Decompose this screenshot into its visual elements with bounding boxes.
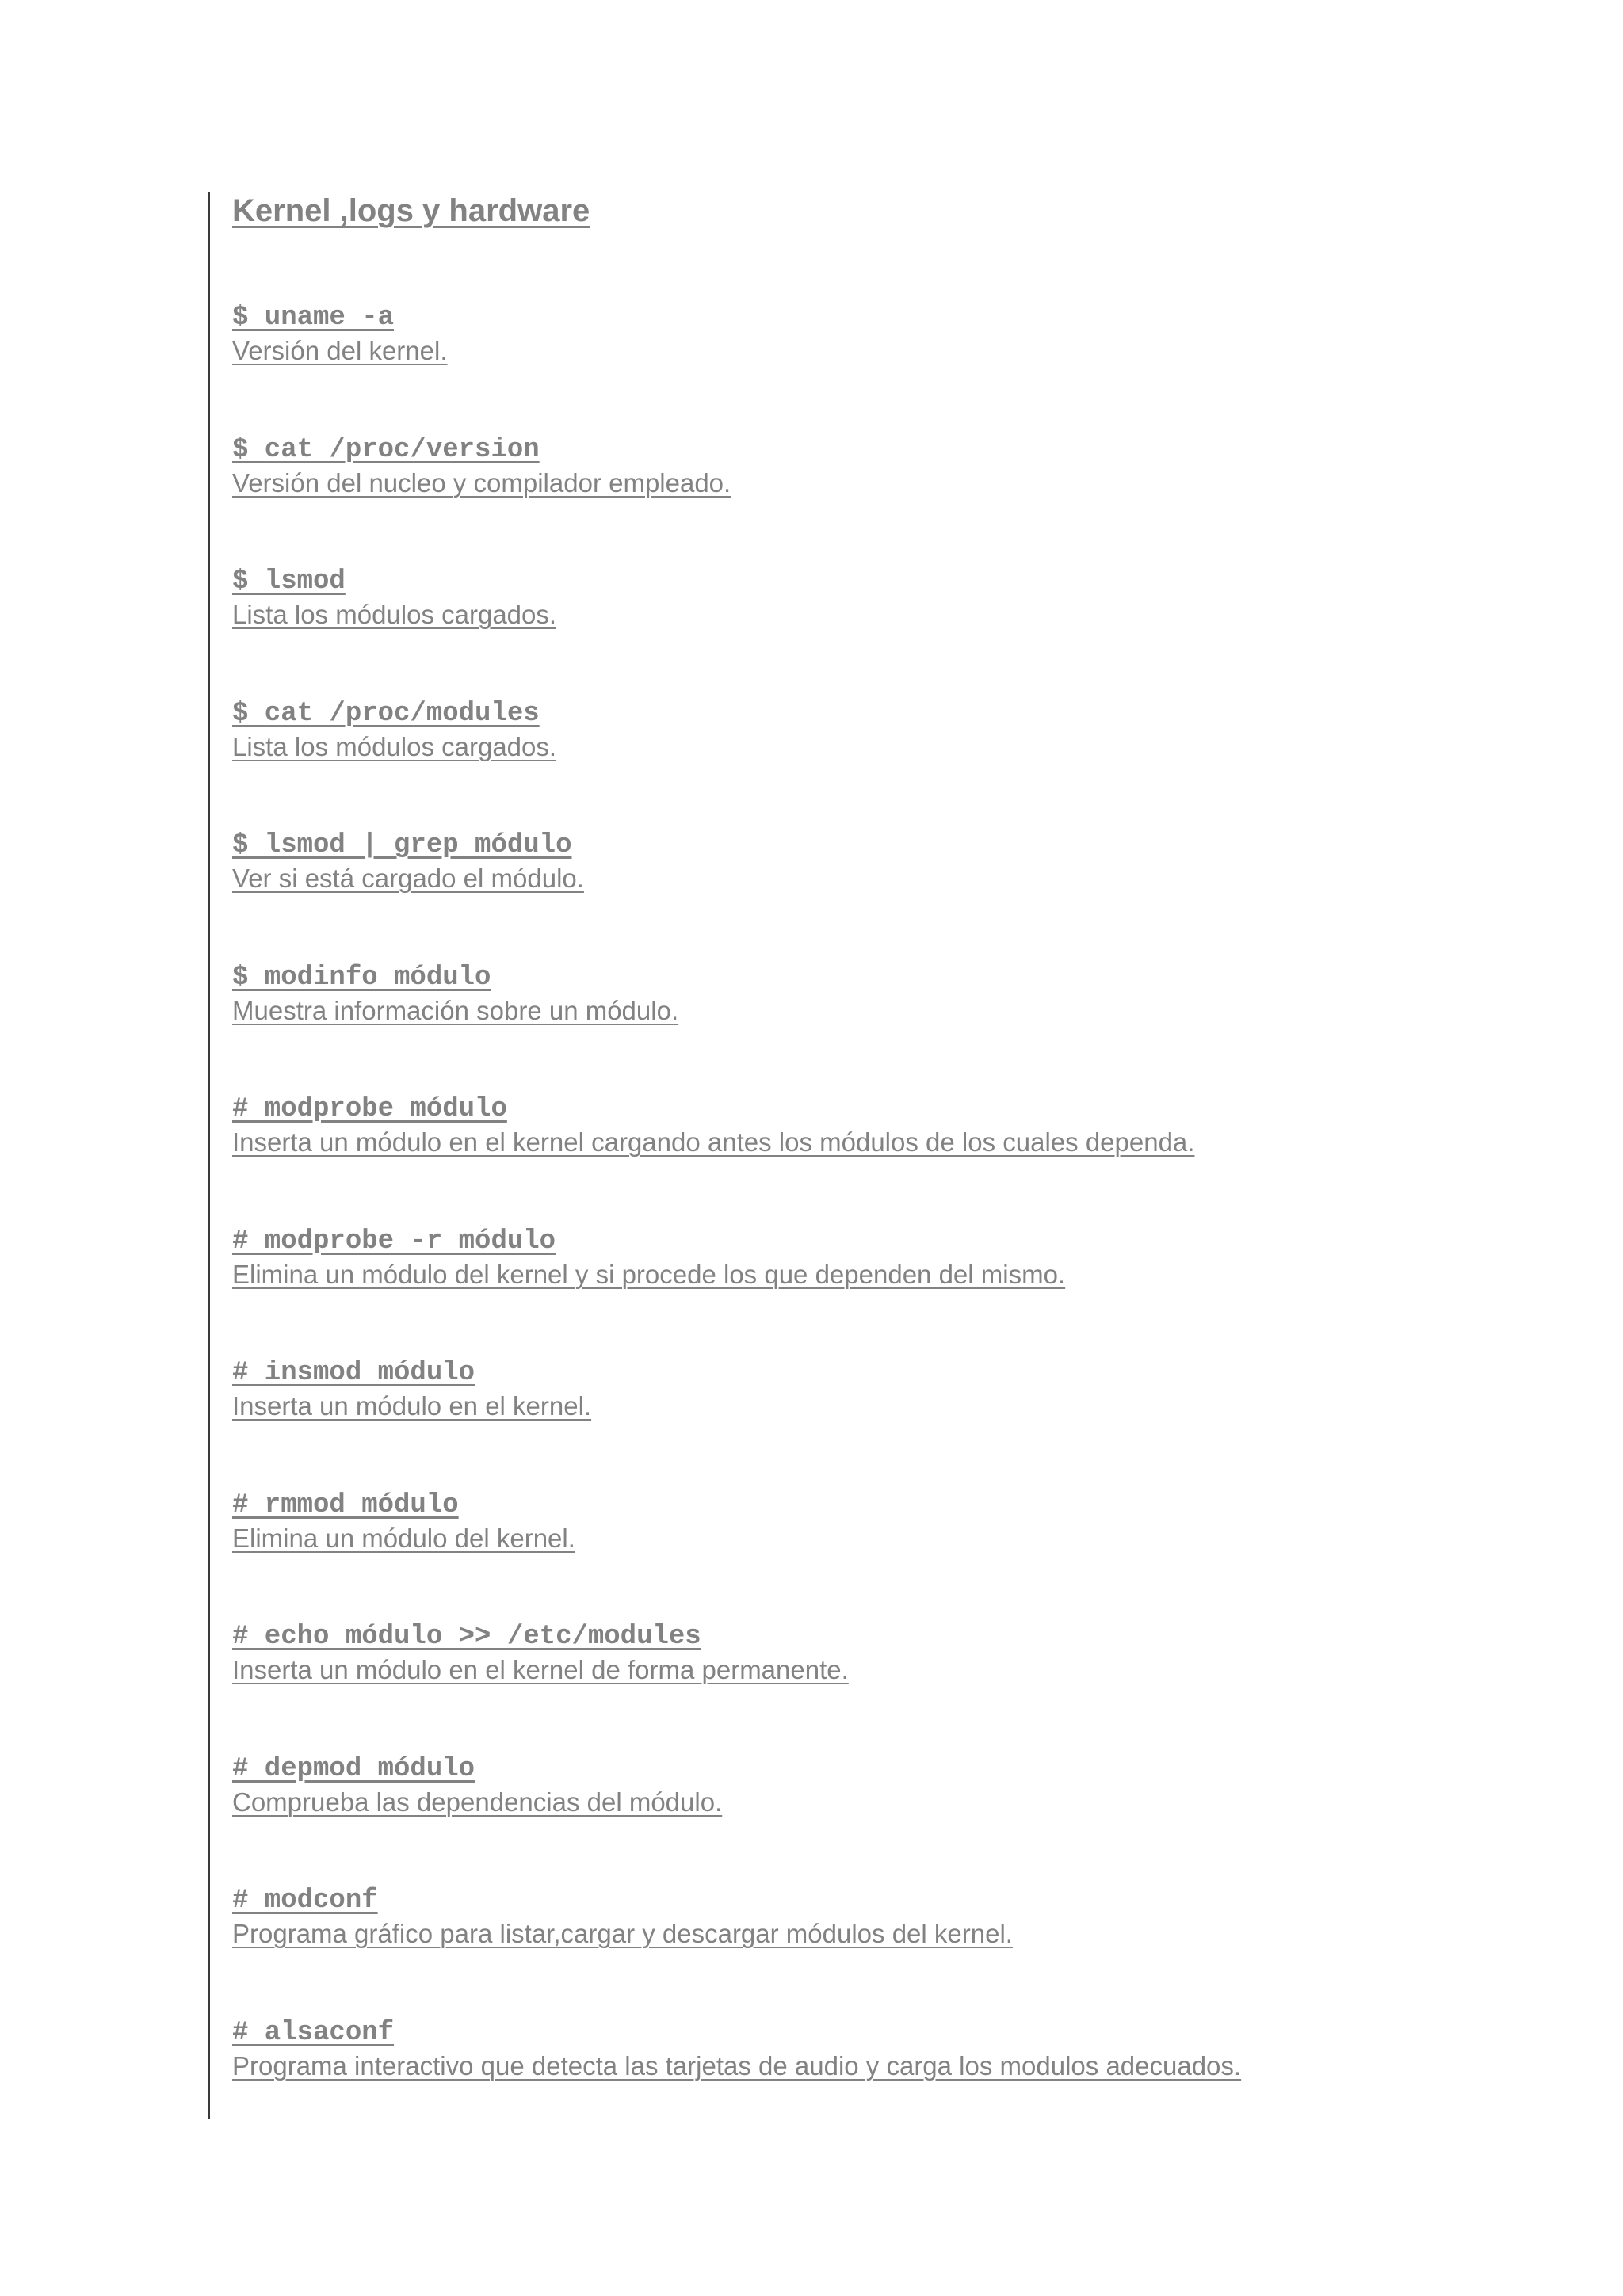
command-text: # depmod módulo [232, 1753, 475, 1784]
command-text: $ cat /proc/modules [232, 698, 540, 729]
command-text: # rmmod módulo [232, 1489, 459, 1520]
command-description: Versión del kernel. [232, 336, 448, 365]
command-description: Elimina un módulo del kernel. [232, 1523, 575, 1553]
command-entry [232, 1226, 1579, 1358]
command-entry [232, 1357, 1579, 1489]
command-text: $ modinfo módulo [232, 962, 491, 993]
command-description: Programa interactivo que detecta las tarjetas de audio y carga los modulos adecuados. [232, 2050, 1242, 2081]
command-entry [232, 1093, 1579, 1226]
command-description: Elimina un módulo del kernel y si procede los que dependen del mismo. [232, 1259, 1066, 1289]
document-title: Kernel ,logs y hardware [232, 193, 590, 228]
command-description: Lista los módulos cargados. [232, 600, 557, 629]
margin-rule [208, 192, 210, 2119]
command-text: # modprobe módulo [232, 1094, 507, 1124]
command-description: Programa gráfico para listar,cargar y descargar módulos del kernel. [232, 1919, 1013, 1948]
command-text: $ cat /proc/version [232, 434, 540, 465]
command-description: Comprueba las dependencias del módulo. [232, 1787, 723, 1817]
command-text: # alsaconf [232, 2017, 395, 2048]
command-text: $ lsmod | grep módulo [232, 830, 572, 860]
command-description: Inserta un módulo en el kernel cargando antes los módulos de los cuales dependa. [232, 1127, 1195, 1157]
command-text: # modprobe -r módulo [232, 1226, 556, 1257]
command-text: # echo módulo >> /etc/modules [232, 1622, 701, 1652]
command-entry [232, 1621, 1579, 1753]
command-entry [232, 830, 1579, 962]
command-entry [232, 1489, 1579, 1622]
command-entry [232, 566, 1579, 698]
command-description: Muestra información sobre un módulo. [232, 995, 679, 1025]
command-entry [232, 962, 1579, 1094]
command-description: Lista los módulos cargados. [232, 731, 557, 761]
command-description: Inserta un módulo en el kernel. [232, 1391, 592, 1421]
command-list [232, 302, 1579, 2149]
command-text: $ uname -a [232, 303, 395, 333]
command-entry [232, 2017, 1579, 2149]
command-text: # insmod módulo [232, 1358, 475, 1388]
document-content [232, 192, 1579, 2149]
command-description: Ver si está cargado el módulo. [232, 864, 584, 893]
command-entry [232, 1885, 1579, 2017]
command-entry [232, 1753, 1579, 1886]
command-entry [232, 302, 1579, 434]
command-description: Inserta un módulo en el kernel de forma permanente. [232, 1655, 849, 1684]
command-text: $ lsmod [232, 566, 346, 597]
command-text: # modconf [232, 1886, 378, 1916]
command-description: Versión del nucleo y compilador empleado. [232, 467, 731, 498]
command-entry [232, 698, 1579, 830]
command-entry [232, 434, 1579, 566]
